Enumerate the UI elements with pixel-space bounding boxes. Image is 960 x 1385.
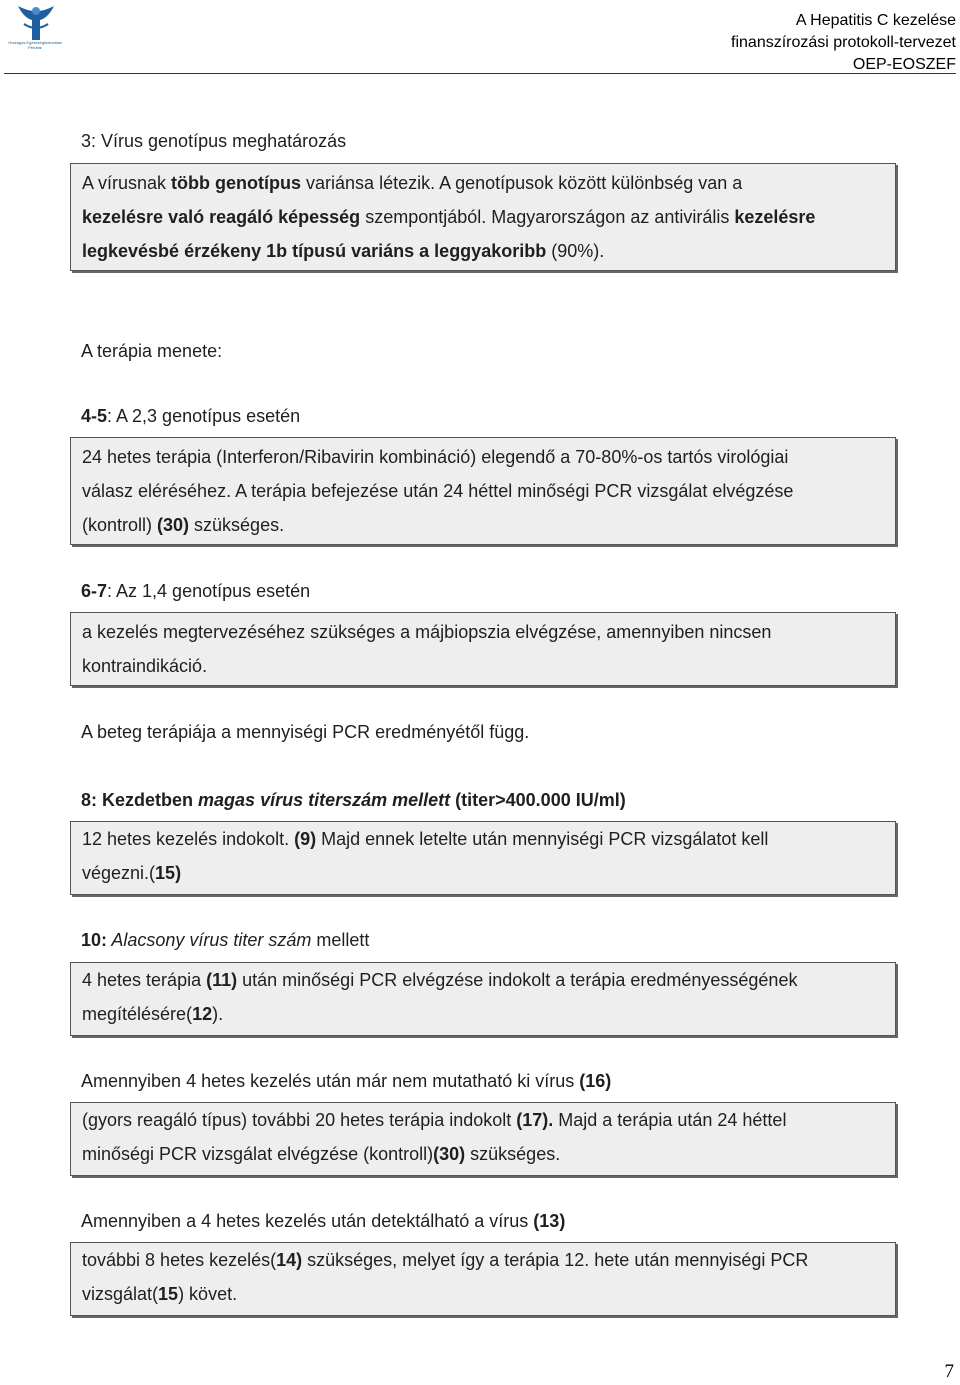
section-67-box [70, 612, 896, 686]
section-3-box [70, 163, 896, 271]
section-10-box [70, 962, 896, 1036]
paragraph-line: kontraindikáció. [82, 656, 208, 676]
section-8-title: 8: Kezdetben magas vírus titerszám mellett (titer>400.000 IU/ml) [81, 790, 626, 810]
header-org: OEP-EOSZEF [852, 56, 956, 73]
paragraph-line: A vírusnak több genotípus variánsa létezik. A genotípusok között különbség van a [82, 173, 743, 193]
paragraph-line: (gyors reagáló típus) további 20 hetes terápia indokolt (17). Majd a terápia után 24 héttel [82, 1110, 787, 1130]
header-subtitle: finanszírozási protokoll-tervezet [731, 34, 956, 51]
paragraph-line: vizsgálat(15) követ. [82, 1284, 238, 1304]
paragraph-line: (kontroll) (30) szükséges. [82, 515, 285, 535]
pcr-note: A beteg terápiája a mennyiségi PCR eredményétől függ. [81, 722, 530, 742]
logo-text: Országos Egészségbiztosítási Pénztár [8, 40, 62, 50]
paragraph-line: legkevésbé érzékeny 1b típusú variáns a leggyakoribb (90%). [82, 241, 605, 261]
paragraph-line: 12 hetes kezelés indokolt. (9) Majd ennek letelte után mennyiségi PCR vizsgálatot kell [82, 829, 769, 849]
therapy-heading: A terápia menete: [81, 341, 223, 361]
section-13-box [70, 1242, 896, 1316]
section-13-title: Amennyiben a 4 hetes kezelés után detektálható a vírus (13) [81, 1211, 566, 1231]
section-67-title: 6-7: Az 1,4 genotípus esetén [81, 581, 311, 601]
section-3-title: 3: Vírus genotípus meghatározás [81, 131, 347, 151]
paragraph-line: végezni.(15) [82, 863, 182, 883]
paragraph-line: megítélésére(12). [82, 1004, 224, 1024]
header-divider [4, 73, 956, 74]
paragraph-line: 4 hetes terápia (11) után minőségi PCR elvégzése indokolt a terápia eredményességének [82, 970, 798, 990]
paragraph-line: kezelésre való reagáló képesség szempontjából. Magyarországon az antivirális kezelésre [82, 207, 816, 227]
section-8-box [70, 821, 896, 895]
section-45-title: 4-5: A 2,3 genotípus esetén [81, 406, 301, 426]
header-title: A Hepatitis C kezelése [795, 12, 956, 29]
paragraph-line: a kezelés megtervezéséhez szükséges a májbiopszia elvégzése, amennyiben nincsen [82, 622, 772, 642]
paragraph-line: válasz eléréséhez. A terápia befejezése után 24 héttel minőségi PCR vizsgálat elvégzése [82, 481, 794, 501]
document-header [731, 10, 956, 76]
page-number: 7 [944, 1361, 954, 1382]
paragraph-line: további 8 hetes kezelés(14) szükséges, melyet így a terápia 12. hete után mennyiségi PCR [82, 1250, 809, 1270]
paragraph-line: 24 hetes terápia (Interferon/Ribavirin kombináció) elegendő a 70-80%-os tartós virológiai [82, 447, 789, 467]
section-10-title: 10: Alacsony vírus titer szám mellett [81, 930, 370, 950]
section-16-title: Amennyiben 4 hetes kezelés után már nem mutatható ki vírus (16) [81, 1071, 612, 1091]
section-16-box [70, 1102, 896, 1176]
paragraph-line: minőségi PCR vizsgálat elvégzése (kontroll)(30) szükséges. [82, 1144, 561, 1164]
section-45-box [70, 437, 896, 545]
